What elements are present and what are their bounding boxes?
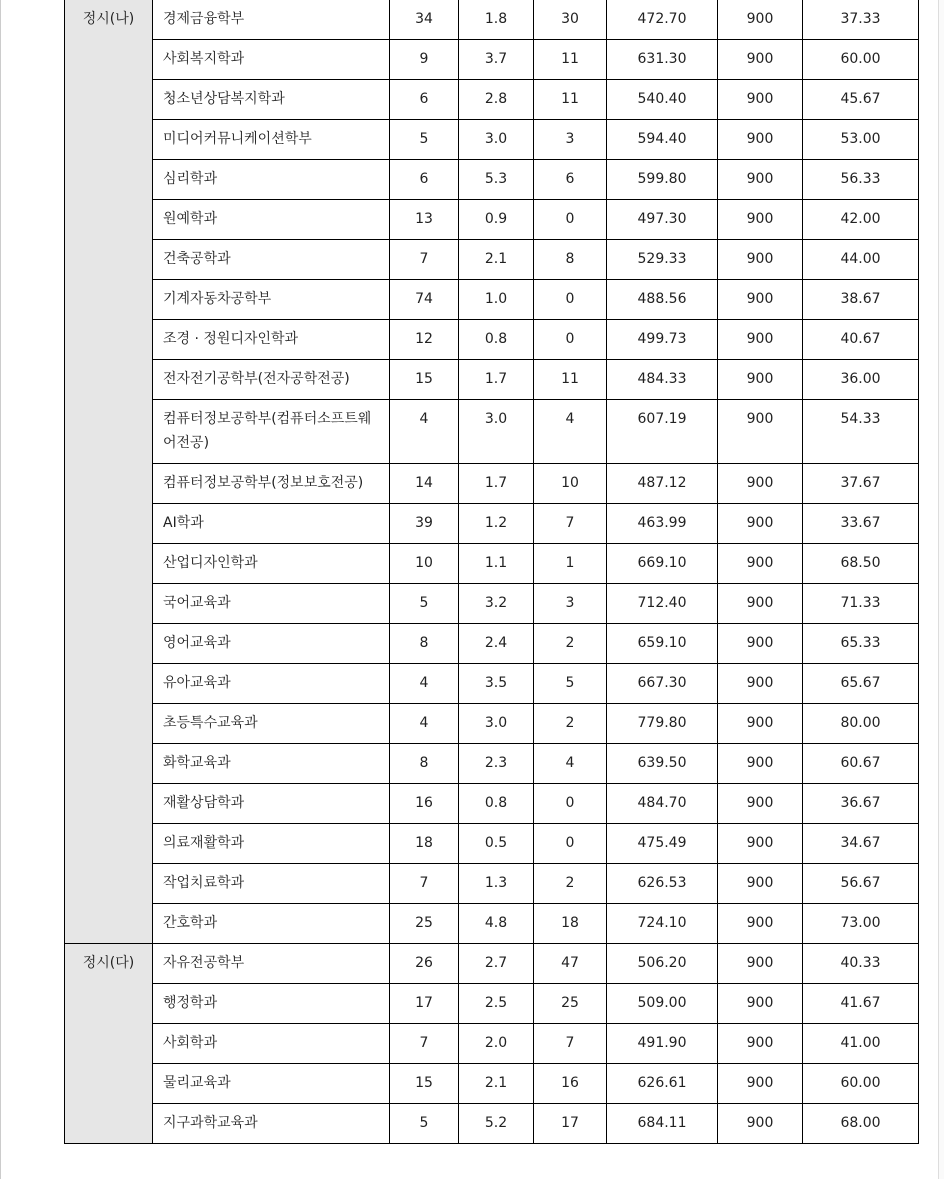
department-name-cell: 영어교육과 <box>153 624 390 664</box>
department-name-cell: 건축공학과 <box>153 240 390 280</box>
waitlist-number-cell: 2 <box>534 704 607 744</box>
department-name-cell: 산업디자인학과 <box>153 544 390 584</box>
score-cell: 475.49 <box>607 824 718 864</box>
quota-cell: 34 <box>390 0 459 40</box>
max-score-cell: 900 <box>718 544 803 584</box>
department-name-cell: 작업치료학과 <box>153 864 390 904</box>
max-score-cell: 900 <box>718 664 803 704</box>
waitlist-number-cell: 11 <box>534 360 607 400</box>
max-score-cell: 900 <box>718 784 803 824</box>
max-score-cell: 900 <box>718 584 803 624</box>
quota-cell: 6 <box>390 80 459 120</box>
percentile-cell: 40.33 <box>803 944 919 984</box>
competition-rate-cell: 2.8 <box>459 80 534 120</box>
waitlist-number-cell: 0 <box>534 200 607 240</box>
admission-group-cell: 정시(다) <box>65 944 153 1144</box>
table-row <box>65 864 919 904</box>
competition-rate-cell: 1.2 <box>459 504 534 544</box>
table-row <box>65 400 919 464</box>
waitlist-number-cell: 30 <box>534 0 607 40</box>
score-cell: 529.33 <box>607 240 718 280</box>
table-row <box>65 704 919 744</box>
percentile-cell: 68.50 <box>803 544 919 584</box>
competition-rate-cell: 2.5 <box>459 984 534 1024</box>
quota-cell: 12 <box>390 320 459 360</box>
max-score-cell: 900 <box>718 944 803 984</box>
waitlist-number-cell: 17 <box>534 1104 607 1144</box>
quota-cell: 74 <box>390 280 459 320</box>
department-name-cell: 물리교육과 <box>153 1064 390 1104</box>
table-row <box>65 944 919 984</box>
quota-cell: 17 <box>390 984 459 1024</box>
table-row <box>65 784 919 824</box>
department-name-cell: 국어교육과 <box>153 584 390 624</box>
max-score-cell: 900 <box>718 464 803 504</box>
score-cell: 540.40 <box>607 80 718 120</box>
max-score-cell: 900 <box>718 280 803 320</box>
waitlist-number-cell: 7 <box>534 504 607 544</box>
competition-rate-cell: 1.0 <box>459 280 534 320</box>
score-cell: 684.11 <box>607 1104 718 1144</box>
competition-rate-cell: 2.1 <box>459 240 534 280</box>
percentile-cell: 37.33 <box>803 0 919 40</box>
percentile-cell: 36.00 <box>803 360 919 400</box>
score-cell: 631.30 <box>607 40 718 80</box>
percentile-cell: 73.00 <box>803 904 919 944</box>
department-name-cell: 컴퓨터정보공학부(컴퓨터소프트웨어전공) <box>153 400 390 464</box>
max-score-cell: 900 <box>718 0 803 40</box>
quota-cell: 15 <box>390 360 459 400</box>
score-cell: 488.56 <box>607 280 718 320</box>
quota-cell: 39 <box>390 504 459 544</box>
department-name-cell: 전자전기공학부(전자공학전공) <box>153 360 390 400</box>
table-row <box>65 120 919 160</box>
quota-cell: 18 <box>390 824 459 864</box>
table-row <box>65 80 919 120</box>
table-row <box>65 664 919 704</box>
waitlist-number-cell: 18 <box>534 904 607 944</box>
percentile-cell: 38.67 <box>803 280 919 320</box>
max-score-cell: 900 <box>718 904 803 944</box>
competition-rate-cell: 3.7 <box>459 40 534 80</box>
max-score-cell: 900 <box>718 504 803 544</box>
table-row <box>65 200 919 240</box>
waitlist-number-cell: 11 <box>534 80 607 120</box>
table-row <box>65 584 919 624</box>
table-row <box>65 904 919 944</box>
table-row <box>65 360 919 400</box>
table-row <box>65 1064 919 1104</box>
department-name-cell: AI학과 <box>153 504 390 544</box>
quota-cell: 6 <box>390 160 459 200</box>
department-name-cell: 재활상담학과 <box>153 784 390 824</box>
table-row <box>65 544 919 584</box>
quota-cell: 14 <box>390 464 459 504</box>
table-row <box>65 160 919 200</box>
waitlist-number-cell: 7 <box>534 1024 607 1064</box>
score-cell: 463.99 <box>607 504 718 544</box>
quota-cell: 10 <box>390 544 459 584</box>
score-cell: 639.50 <box>607 744 718 784</box>
competition-rate-cell: 3.0 <box>459 400 534 464</box>
waitlist-number-cell: 5 <box>534 664 607 704</box>
score-cell: 659.10 <box>607 624 718 664</box>
competition-rate-cell: 4.8 <box>459 904 534 944</box>
table-row <box>65 824 919 864</box>
percentile-cell: 34.67 <box>803 824 919 864</box>
waitlist-number-cell: 8 <box>534 240 607 280</box>
percentile-cell: 80.00 <box>803 704 919 744</box>
department-name-cell: 지구과학교육과 <box>153 1104 390 1144</box>
percentile-cell: 60.00 <box>803 1064 919 1104</box>
quota-cell: 26 <box>390 944 459 984</box>
waitlist-number-cell: 10 <box>534 464 607 504</box>
max-score-cell: 900 <box>718 1104 803 1144</box>
waitlist-number-cell: 25 <box>534 984 607 1024</box>
score-cell: 497.30 <box>607 200 718 240</box>
waitlist-number-cell: 11 <box>534 40 607 80</box>
score-cell: 499.73 <box>607 320 718 360</box>
quota-cell: 7 <box>390 1024 459 1064</box>
competition-rate-cell: 3.2 <box>459 584 534 624</box>
department-name-cell: 컴퓨터정보공학부(정보보호전공) <box>153 464 390 504</box>
competition-rate-cell: 2.1 <box>459 1064 534 1104</box>
quota-cell: 4 <box>390 704 459 744</box>
table-row <box>65 744 919 784</box>
department-name-cell: 자유전공학부 <box>153 944 390 984</box>
waitlist-number-cell: 6 <box>534 160 607 200</box>
percentile-cell: 37.67 <box>803 464 919 504</box>
waitlist-number-cell: 0 <box>534 784 607 824</box>
waitlist-number-cell: 2 <box>534 624 607 664</box>
table-row <box>65 624 919 664</box>
score-cell: 509.00 <box>607 984 718 1024</box>
percentile-cell: 45.67 <box>803 80 919 120</box>
department-name-cell: 사회학과 <box>153 1024 390 1064</box>
department-name-cell: 의료재활학과 <box>153 824 390 864</box>
percentile-cell: 68.00 <box>803 1104 919 1144</box>
percentile-cell: 36.67 <box>803 784 919 824</box>
max-score-cell: 900 <box>718 240 803 280</box>
competition-rate-cell: 0.8 <box>459 320 534 360</box>
max-score-cell: 900 <box>718 704 803 744</box>
score-cell: 472.70 <box>607 0 718 40</box>
quota-cell: 4 <box>390 400 459 464</box>
waitlist-number-cell: 0 <box>534 280 607 320</box>
quota-cell: 7 <box>390 240 459 280</box>
max-score-cell: 900 <box>718 160 803 200</box>
score-cell: 607.19 <box>607 400 718 464</box>
competition-rate-cell: 0.5 <box>459 824 534 864</box>
table-row <box>65 0 919 40</box>
competition-rate-cell: 2.4 <box>459 624 534 664</box>
table-row <box>65 40 919 80</box>
waitlist-number-cell: 16 <box>534 1064 607 1104</box>
quota-cell: 25 <box>390 904 459 944</box>
score-cell: 599.80 <box>607 160 718 200</box>
max-score-cell: 900 <box>718 1064 803 1104</box>
table-row <box>65 240 919 280</box>
competition-rate-cell: 1.1 <box>459 544 534 584</box>
percentile-cell: 33.67 <box>803 504 919 544</box>
competition-rate-cell: 1.7 <box>459 464 534 504</box>
competition-rate-cell: 5.3 <box>459 160 534 200</box>
percentile-cell: 54.33 <box>803 400 919 464</box>
department-name-cell: 경제금융학부 <box>153 0 390 40</box>
score-cell: 669.10 <box>607 544 718 584</box>
competition-rate-cell: 2.3 <box>459 744 534 784</box>
max-score-cell: 900 <box>718 200 803 240</box>
table-row <box>65 504 919 544</box>
percentile-cell: 44.00 <box>803 240 919 280</box>
department-name-cell: 미디어커뮤니케이션학부 <box>153 120 390 160</box>
score-cell: 594.40 <box>607 120 718 160</box>
percentile-cell: 71.33 <box>803 584 919 624</box>
department-name-cell: 조경 · 정원디자인학과 <box>153 320 390 360</box>
competition-rate-cell: 2.7 <box>459 944 534 984</box>
waitlist-number-cell: 0 <box>534 320 607 360</box>
max-score-cell: 900 <box>718 80 803 120</box>
department-name-cell: 화학교육과 <box>153 744 390 784</box>
max-score-cell: 900 <box>718 864 803 904</box>
score-cell: 506.20 <box>607 944 718 984</box>
table-row <box>65 464 919 504</box>
department-name-cell: 기계자동차공학부 <box>153 280 390 320</box>
table-row <box>65 1104 919 1144</box>
max-score-cell: 900 <box>718 400 803 464</box>
competition-rate-cell: 1.7 <box>459 360 534 400</box>
waitlist-number-cell: 3 <box>534 584 607 624</box>
competition-rate-cell: 0.9 <box>459 200 534 240</box>
percentile-cell: 40.67 <box>803 320 919 360</box>
percentile-cell: 53.00 <box>803 120 919 160</box>
department-name-cell: 유아교육과 <box>153 664 390 704</box>
table-row <box>65 280 919 320</box>
score-cell: 626.53 <box>607 864 718 904</box>
competition-rate-cell: 2.0 <box>459 1024 534 1064</box>
department-name-cell: 간호학과 <box>153 904 390 944</box>
waitlist-number-cell: 4 <box>534 744 607 784</box>
department-name-cell: 초등특수교육과 <box>153 704 390 744</box>
admission-group-cell: 정시(나) <box>65 0 153 944</box>
quota-cell: 15 <box>390 1064 459 1104</box>
table-row <box>65 1024 919 1064</box>
score-cell: 779.80 <box>607 704 718 744</box>
percentile-cell: 60.00 <box>803 40 919 80</box>
department-name-cell: 원예학과 <box>153 200 390 240</box>
score-cell: 712.40 <box>607 584 718 624</box>
quota-cell: 4 <box>390 664 459 704</box>
quota-cell: 9 <box>390 40 459 80</box>
department-name-cell: 사회복지학과 <box>153 40 390 80</box>
score-cell: 491.90 <box>607 1024 718 1064</box>
score-cell: 484.70 <box>607 784 718 824</box>
max-score-cell: 900 <box>718 120 803 160</box>
max-score-cell: 900 <box>718 40 803 80</box>
competition-rate-cell: 0.8 <box>459 784 534 824</box>
quota-cell: 8 <box>390 624 459 664</box>
quota-cell: 7 <box>390 864 459 904</box>
max-score-cell: 900 <box>718 824 803 864</box>
percentile-cell: 60.67 <box>803 744 919 784</box>
percentile-cell: 65.33 <box>803 624 919 664</box>
department-name-cell: 심리학과 <box>153 160 390 200</box>
quota-cell: 13 <box>390 200 459 240</box>
quota-cell: 8 <box>390 744 459 784</box>
quota-cell: 5 <box>390 120 459 160</box>
score-cell: 667.30 <box>607 664 718 704</box>
waitlist-number-cell: 4 <box>534 400 607 464</box>
waitlist-number-cell: 3 <box>534 120 607 160</box>
percentile-cell: 65.67 <box>803 664 919 704</box>
quota-cell: 16 <box>390 784 459 824</box>
competition-rate-cell: 5.2 <box>459 1104 534 1144</box>
waitlist-number-cell: 1 <box>534 544 607 584</box>
competition-rate-cell: 1.3 <box>459 864 534 904</box>
percentile-cell: 42.00 <box>803 200 919 240</box>
score-cell: 626.61 <box>607 1064 718 1104</box>
admission-results-table <box>64 0 919 1144</box>
max-score-cell: 900 <box>718 1024 803 1064</box>
waitlist-number-cell: 47 <box>534 944 607 984</box>
waitlist-number-cell: 0 <box>534 824 607 864</box>
score-cell: 487.12 <box>607 464 718 504</box>
max-score-cell: 900 <box>718 320 803 360</box>
table-row <box>65 320 919 360</box>
table-row <box>65 984 919 1024</box>
competition-rate-cell: 3.0 <box>459 120 534 160</box>
max-score-cell: 900 <box>718 744 803 784</box>
max-score-cell: 900 <box>718 360 803 400</box>
competition-rate-cell: 3.5 <box>459 664 534 704</box>
competition-rate-cell: 3.0 <box>459 704 534 744</box>
percentile-cell: 41.00 <box>803 1024 919 1064</box>
quota-cell: 5 <box>390 584 459 624</box>
max-score-cell: 900 <box>718 624 803 664</box>
score-cell: 484.33 <box>607 360 718 400</box>
percentile-cell: 41.67 <box>803 984 919 1024</box>
competition-rate-cell: 1.8 <box>459 0 534 40</box>
department-name-cell: 청소년상담복지학과 <box>153 80 390 120</box>
quota-cell: 5 <box>390 1104 459 1144</box>
percentile-cell: 56.67 <box>803 864 919 904</box>
score-cell: 724.10 <box>607 904 718 944</box>
max-score-cell: 900 <box>718 984 803 1024</box>
percentile-cell: 56.33 <box>803 160 919 200</box>
department-name-cell: 행정학과 <box>153 984 390 1024</box>
waitlist-number-cell: 2 <box>534 864 607 904</box>
